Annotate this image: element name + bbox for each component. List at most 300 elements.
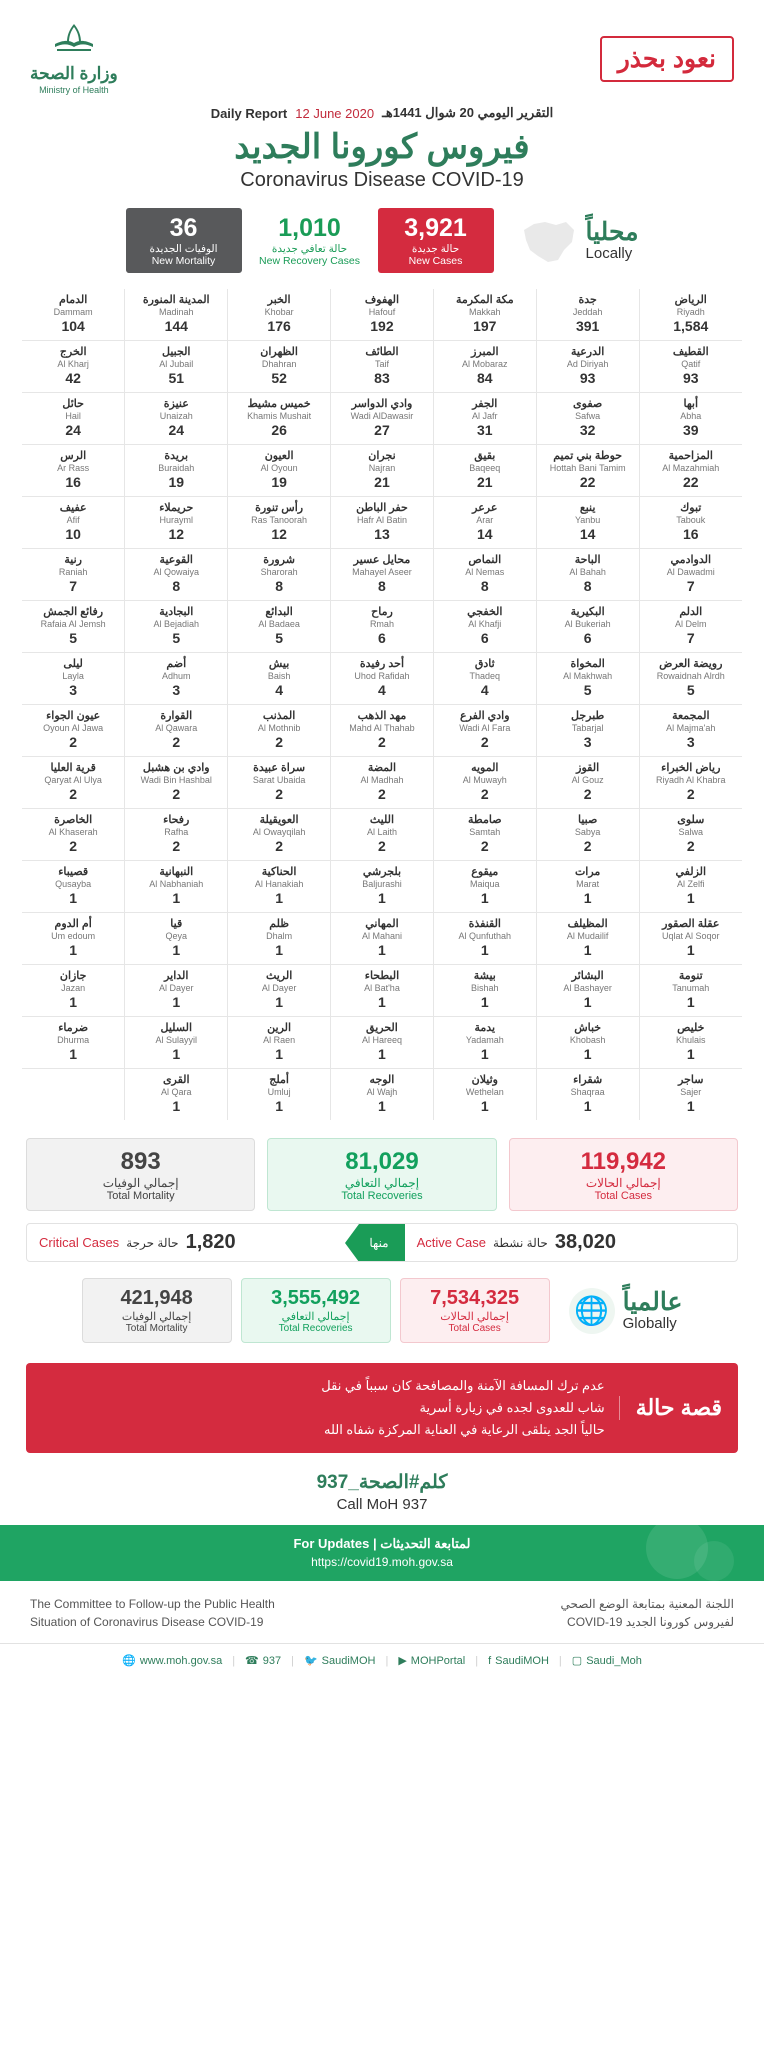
region-case-count: 6 bbox=[480, 630, 489, 647]
region-name-ar: ينبع bbox=[579, 502, 596, 515]
table-row bbox=[22, 393, 742, 445]
region-name-en: Rafha bbox=[164, 826, 189, 837]
region-name-en: Al Nabhaniah bbox=[149, 878, 204, 889]
region-name-ar: رفائع الجمش bbox=[43, 606, 104, 619]
region-name-en: Dammam bbox=[53, 306, 93, 317]
region-name-ar: أم الدوم bbox=[54, 918, 92, 931]
region-name-en: Al Mobaraz bbox=[462, 358, 508, 369]
region-cell bbox=[22, 393, 125, 445]
region-case-count: 1 bbox=[172, 1098, 181, 1114]
global-cases-label-en: Total Cases bbox=[448, 1323, 501, 1334]
region-case-count: 5 bbox=[686, 682, 695, 699]
region-cell bbox=[22, 601, 125, 653]
region-case-count: 4 bbox=[378, 682, 386, 699]
region-name-ar: محايل عسير bbox=[353, 554, 411, 567]
region-cell bbox=[125, 601, 228, 653]
region-name-ar: المضة bbox=[367, 762, 397, 775]
region-name-ar: المزاحمية bbox=[668, 450, 713, 463]
region-cell bbox=[536, 1069, 639, 1120]
region-name-en: Buraidah bbox=[158, 462, 195, 473]
region-case-count: 1 bbox=[275, 1098, 283, 1114]
footer-instagram[interactable] bbox=[572, 1654, 642, 1667]
region-case-count: 3 bbox=[686, 734, 695, 751]
region-name-en: Wadi AlDawasir bbox=[350, 410, 414, 421]
region-name-ar: نجران bbox=[368, 450, 396, 463]
footer-separator-1: | bbox=[232, 1654, 236, 1667]
region-case-count: 1,584 bbox=[673, 318, 709, 335]
new-recovery-box bbox=[252, 208, 368, 273]
region-cell bbox=[22, 705, 125, 757]
region-case-count: 1 bbox=[172, 994, 181, 1011]
region-cell bbox=[331, 1069, 434, 1120]
region-name-ar: المظيلف bbox=[567, 918, 608, 931]
region-name-en: Ad Diriyah bbox=[566, 358, 609, 369]
region-case-count: 2 bbox=[583, 786, 592, 803]
region-name-ar: المخواة bbox=[570, 658, 605, 671]
footer-twitter[interactable] bbox=[304, 1654, 376, 1667]
region-case-count: 1 bbox=[69, 1046, 78, 1063]
region-name-ar: الزلفي bbox=[675, 866, 707, 879]
region-cell bbox=[331, 601, 434, 653]
footer-facebook-label: SaudiMOH bbox=[495, 1654, 549, 1667]
region-name-ar: الطائف bbox=[365, 346, 399, 359]
region-case-count: 1 bbox=[275, 994, 283, 1011]
region-case-count: 1 bbox=[378, 1046, 386, 1063]
region-cell bbox=[125, 549, 228, 601]
region-cell bbox=[22, 549, 125, 601]
region-name-en: Sarat Ubaida bbox=[252, 774, 306, 785]
region-name-en: Rowaidnah Alrdh bbox=[656, 670, 725, 681]
critical-cases-label-en: Critical Cases bbox=[39, 1235, 120, 1250]
region-name-ar: ساجر bbox=[678, 1074, 704, 1087]
region-name-en: Maiqua bbox=[470, 878, 500, 889]
region-name-en: Madinah bbox=[159, 306, 194, 317]
region-cell bbox=[433, 1069, 536, 1120]
region-name-en: Um edoum bbox=[51, 930, 96, 941]
region-case-count: 2 bbox=[172, 838, 181, 855]
region-name-en: Hafr Al Batin bbox=[356, 514, 407, 525]
region-cell bbox=[331, 653, 434, 705]
region-name-ar: النبهانية bbox=[159, 866, 194, 879]
region-case-count: 1 bbox=[275, 1046, 283, 1063]
region-name-ar: بلجرشي bbox=[362, 866, 402, 879]
decorative-circle-small bbox=[694, 1541, 734, 1581]
footer-separator-3: | bbox=[385, 1654, 389, 1667]
region-case-count: 2 bbox=[69, 786, 78, 803]
region-name-ar: البجادية bbox=[159, 606, 194, 619]
region-name-ar: الباحة bbox=[574, 554, 601, 567]
call-moh-label-en: Call MoH 937 bbox=[336, 1496, 428, 1514]
region-cell bbox=[22, 653, 125, 705]
region-cell bbox=[536, 653, 639, 705]
region-name-en: Qatif bbox=[681, 358, 701, 369]
region-name-ar: الظهران bbox=[260, 346, 298, 359]
new-cases-label-en: New Cases bbox=[408, 255, 463, 268]
region-cell bbox=[22, 341, 125, 393]
region-name-ar: المويه bbox=[471, 762, 499, 775]
region-case-count: 7 bbox=[686, 630, 695, 647]
region-cell bbox=[433, 913, 536, 965]
region-name-ar: القطيف bbox=[672, 346, 709, 359]
region-name-en: Al Khafji bbox=[468, 618, 502, 629]
region-case-count: 2 bbox=[69, 838, 78, 855]
region-name-ar: بقيق bbox=[474, 450, 496, 463]
region-name-ar: وادي الدواسر bbox=[351, 398, 413, 411]
region-name-ar: قصيباء bbox=[58, 866, 89, 879]
region-name-ar: رفحاء bbox=[163, 814, 190, 827]
region-cell bbox=[331, 705, 434, 757]
region-name-ar: مهد الذهب bbox=[357, 710, 407, 723]
region-name-en: Al Zelfi bbox=[677, 878, 705, 889]
active-cases-group bbox=[405, 1224, 737, 1261]
region-name-ar: البشائر bbox=[571, 970, 604, 983]
region-name-en: Al Bashayer bbox=[563, 982, 612, 993]
region-cell bbox=[639, 341, 742, 393]
region-name-en: Dhahran bbox=[261, 358, 297, 369]
table-row bbox=[22, 1017, 742, 1069]
case-story-line2: شاب للعدوى لجده في زيارة أسرية bbox=[419, 1400, 605, 1416]
region-name-ar: جازان bbox=[59, 970, 87, 983]
region-name-ar: رأس تنورة bbox=[255, 502, 304, 515]
region-cell bbox=[228, 341, 331, 393]
region-name-en: Unaizah bbox=[159, 410, 193, 421]
updates-url-link[interactable]: https://covid19.moh.gov.sa bbox=[311, 1555, 453, 1570]
region-name-ar: وادي الفرع bbox=[460, 710, 510, 723]
region-cell bbox=[639, 393, 742, 445]
updates-label-en: For Updates bbox=[293, 1536, 370, 1552]
region-name-en: Sabya bbox=[574, 826, 601, 837]
footer-website[interactable] bbox=[122, 1654, 222, 1667]
region-name-ar: بيشة bbox=[473, 970, 496, 983]
region-name-ar: سراة عبيدة bbox=[253, 762, 306, 775]
footer-links bbox=[0, 1644, 764, 1683]
region-name-ar: عفيف bbox=[59, 502, 87, 515]
moh-logo bbox=[30, 22, 118, 95]
region-cell-empty bbox=[22, 1069, 125, 1120]
region-case-count: 1 bbox=[69, 994, 78, 1011]
footer-portal-label: MOHPortal bbox=[410, 1654, 466, 1667]
region-case-count: 6 bbox=[378, 630, 386, 647]
new-cases-box bbox=[378, 208, 494, 273]
region-case-count: 5 bbox=[172, 630, 181, 647]
total-recoveries-label-en: Total Recoveries bbox=[341, 1190, 423, 1202]
footer-facebook[interactable] bbox=[488, 1655, 549, 1667]
region-name-ar: عنيزة bbox=[163, 398, 189, 411]
region-case-count: 1 bbox=[686, 890, 695, 907]
table-row bbox=[22, 1069, 742, 1120]
region-cell bbox=[639, 1017, 742, 1069]
region-name-ar: حريملاء bbox=[159, 502, 194, 515]
region-name-en: Mahd Al Thahab bbox=[349, 722, 415, 733]
new-recovery-value: 1,010 bbox=[278, 214, 341, 242]
global-cases-box bbox=[400, 1278, 550, 1343]
region-name-en: Jeddah bbox=[572, 306, 603, 317]
active-cases-label-ar: حالة نشطة bbox=[493, 1235, 548, 1250]
region-case-count: 176 bbox=[267, 318, 291, 335]
region-name-en: Khobash bbox=[569, 1034, 606, 1045]
region-cell bbox=[331, 393, 434, 445]
facebook-icon: f bbox=[488, 1654, 492, 1667]
region-cell bbox=[228, 705, 331, 757]
region-name-en: Al Wajh bbox=[366, 1086, 398, 1097]
region-cell bbox=[22, 861, 125, 913]
region-cell bbox=[22, 289, 125, 340]
region-name-ar: الدرعية bbox=[571, 346, 605, 359]
total-recoveries-label-ar: إجمالي التعافي bbox=[344, 1176, 420, 1190]
region-case-count: 104 bbox=[61, 318, 85, 335]
footer-phone[interactable] bbox=[245, 1654, 281, 1667]
region-name-ar: جدة bbox=[578, 294, 597, 307]
region-case-count: 144 bbox=[164, 318, 188, 335]
region-name-ar: ضرماء bbox=[58, 1022, 89, 1035]
region-name-en: Wethelan bbox=[465, 1086, 504, 1097]
globe-small-icon: 🌐 bbox=[122, 1655, 136, 1668]
footer-portal[interactable] bbox=[398, 1654, 465, 1667]
region-name-ar: صفوى bbox=[573, 398, 603, 411]
region-name-en: Al Dayer bbox=[159, 982, 194, 993]
table-row bbox=[22, 913, 742, 965]
region-cell bbox=[125, 653, 228, 705]
region-name-en: Yanbu bbox=[574, 514, 601, 525]
table-row bbox=[22, 705, 742, 757]
region-name-en: Wadi Bin Hashbal bbox=[140, 774, 212, 785]
twitter-icon: 🐦 bbox=[303, 1655, 318, 1668]
region-cell bbox=[22, 497, 125, 549]
region-cell bbox=[536, 1017, 639, 1069]
region-name-ar: الخرج bbox=[59, 346, 87, 359]
region-name-en: Riyadh bbox=[676, 306, 705, 317]
total-mortality-box bbox=[26, 1138, 255, 1211]
table-row bbox=[22, 549, 742, 601]
region-name-en: Oyoun Al Jawa bbox=[43, 722, 104, 733]
region-cell bbox=[536, 341, 639, 393]
region-name-en: Hail bbox=[65, 410, 81, 421]
case-story-line1: عدم ترك المسافة الآمنة والمصافحة كان سبباً في نقل bbox=[321, 1378, 605, 1393]
region-name-en: Al Oyoun bbox=[260, 462, 298, 473]
region-name-en: Mahayel Aseer bbox=[352, 566, 412, 577]
region-name-ar: البطحاء bbox=[364, 970, 400, 983]
total-cases-label-en: Total Cases bbox=[594, 1190, 653, 1202]
region-cell bbox=[22, 445, 125, 497]
region-name-en: Al Madhah bbox=[360, 774, 404, 785]
region-case-count: 42 bbox=[65, 370, 81, 387]
region-case-count: 16 bbox=[682, 526, 699, 543]
table-row bbox=[22, 653, 742, 705]
committee-ar-line2: لفيروس كورونا الجديد COVID-19 bbox=[567, 1615, 734, 1630]
region-name-en: Hottah Bani Tamim bbox=[549, 462, 626, 473]
region-name-en: Al Nemas bbox=[465, 566, 505, 577]
region-name-ar: الوجه bbox=[369, 1074, 395, 1087]
region-name-ar: الرياض bbox=[674, 294, 707, 307]
region-case-count: 2 bbox=[378, 838, 386, 855]
region-name-ar: المذنب bbox=[262, 710, 296, 723]
region-cell bbox=[22, 965, 125, 1017]
region-cell bbox=[433, 757, 536, 809]
region-case-count: 2 bbox=[275, 786, 283, 803]
region-case-count: 1 bbox=[480, 994, 489, 1011]
region-name-en: Yadamah bbox=[465, 1034, 504, 1045]
region-cell bbox=[433, 861, 536, 913]
region-case-count: 51 bbox=[168, 370, 185, 387]
region-case-count: 2 bbox=[172, 734, 181, 751]
region-name-ar: الجبيل bbox=[162, 346, 191, 359]
region-case-count: 1 bbox=[378, 942, 386, 959]
globe-icon: 🌐 bbox=[569, 1288, 615, 1334]
region-cell bbox=[125, 1069, 228, 1120]
region-cell bbox=[228, 757, 331, 809]
region-case-count: 52 bbox=[271, 370, 287, 387]
region-case-count: 8 bbox=[172, 578, 181, 595]
region-name-ar: الحريق bbox=[366, 1022, 398, 1035]
call-moh-label-ar: كلم#الصحة_937 bbox=[316, 1472, 448, 1494]
active-cases-value: 38,020 bbox=[554, 1231, 616, 1253]
region-name-en: Al Bahah bbox=[569, 566, 606, 577]
region-cell bbox=[331, 913, 434, 965]
region-case-count: 2 bbox=[172, 786, 181, 803]
region-case-count: 1 bbox=[69, 942, 78, 959]
table-row bbox=[22, 861, 742, 913]
global-recoveries-box bbox=[241, 1278, 391, 1343]
region-case-count: 14 bbox=[579, 526, 596, 543]
region-cell bbox=[433, 393, 536, 445]
region-name-ar: الهفوف bbox=[364, 294, 400, 307]
region-name-ar: يدمة bbox=[474, 1022, 496, 1035]
total-recoveries-value: 81,029 bbox=[345, 1148, 419, 1175]
region-name-ar: ليلى bbox=[63, 658, 83, 671]
region-name-en: Al Muwayh bbox=[462, 774, 507, 785]
moh-logo-label-ar: وزارة الصحة bbox=[30, 64, 118, 83]
global-cases-label-ar: إجمالي الحالات bbox=[440, 1311, 509, 1323]
region-case-count: 2 bbox=[69, 734, 78, 751]
region-cell bbox=[228, 601, 331, 653]
youtube-icon: ▶ bbox=[398, 1655, 407, 1668]
region-name-ar: شرورة bbox=[263, 554, 295, 567]
region-name-ar: البدائع bbox=[265, 606, 293, 619]
region-name-ar: تبوك bbox=[680, 502, 702, 515]
region-case-count: 16 bbox=[65, 474, 81, 491]
region-name-en: Adhum bbox=[162, 670, 191, 681]
region-name-en: Makkah bbox=[469, 306, 501, 317]
region-name-ar: عرعر bbox=[472, 502, 498, 515]
region-name-ar: أملج bbox=[269, 1074, 289, 1087]
region-cell bbox=[536, 289, 639, 340]
region-case-count: 21 bbox=[374, 474, 390, 491]
region-name-en: Sajer bbox=[680, 1086, 702, 1097]
region-cell bbox=[536, 809, 639, 861]
region-case-count: 197 bbox=[473, 318, 497, 335]
report-header bbox=[0, 0, 764, 101]
region-name-en: Al Majma'ah bbox=[666, 722, 716, 733]
region-cell bbox=[536, 393, 639, 445]
global-mortality-label-ar: إجمالي الوفيات bbox=[121, 1311, 192, 1323]
region-cell bbox=[331, 341, 434, 393]
region-name-en: Al Gouz bbox=[571, 774, 604, 785]
region-case-count: 8 bbox=[378, 578, 386, 595]
region-name-en: Dhalm bbox=[266, 930, 293, 941]
region-name-en: Shaqraa bbox=[570, 1086, 605, 1097]
region-case-count: 24 bbox=[168, 422, 185, 439]
region-cell bbox=[433, 497, 536, 549]
region-cell bbox=[228, 445, 331, 497]
total-recoveries-box bbox=[267, 1138, 496, 1211]
new-mortality-label-en: New Mortality bbox=[151, 255, 216, 268]
region-name-ar: أحد رفيدة bbox=[359, 658, 405, 671]
region-name-en: Dhurma bbox=[57, 1034, 90, 1045]
region-case-count: 1 bbox=[686, 942, 695, 959]
new-recovery-label-en: New Recovery Cases bbox=[259, 255, 360, 268]
region-name-en: Baish bbox=[267, 670, 291, 681]
region-cell bbox=[536, 913, 639, 965]
region-name-en: Al Jafr bbox=[472, 410, 498, 421]
region-case-count: 21 bbox=[477, 474, 493, 491]
region-case-count: 24 bbox=[65, 422, 81, 439]
region-name-en: Al Khaserah bbox=[48, 826, 98, 837]
region-name-ar: الخبر bbox=[267, 294, 291, 307]
region-cell bbox=[22, 1017, 125, 1069]
region-case-count: 2 bbox=[480, 786, 489, 803]
region-name-en: Samtah bbox=[469, 826, 501, 837]
region-name-ar: الداير bbox=[164, 970, 189, 983]
region-name-en: Al Qowaiya bbox=[153, 566, 200, 577]
region-case-count: 2 bbox=[686, 838, 695, 855]
region-cell bbox=[433, 653, 536, 705]
region-name-en: Al Qawara bbox=[155, 722, 198, 733]
table-row bbox=[22, 757, 742, 809]
region-cell bbox=[228, 497, 331, 549]
region-case-count: 1 bbox=[583, 994, 592, 1011]
region-name-en: Baljurashi bbox=[362, 878, 402, 889]
locally-label-en: Locally bbox=[585, 244, 633, 262]
moh-logo-label-en: Ministry of Health bbox=[39, 85, 109, 95]
region-cell bbox=[433, 289, 536, 340]
region-name-ar: القرى bbox=[162, 1074, 190, 1087]
region-name-ar: رياض الخبراء bbox=[661, 762, 721, 775]
region-name-ar: الليث bbox=[369, 814, 395, 827]
critical-cases-group bbox=[27, 1224, 359, 1261]
region-name-en: Al Owayqilah bbox=[252, 826, 306, 837]
region-name-ar: الخفجي bbox=[467, 606, 503, 619]
report-date-line bbox=[0, 101, 764, 123]
global-mortality-value: 421,948 bbox=[120, 1287, 193, 1309]
region-name-ar: الدوادمي bbox=[670, 554, 712, 567]
region-cell bbox=[125, 289, 228, 340]
region-cell bbox=[433, 1017, 536, 1069]
table-row bbox=[22, 289, 742, 340]
region-name-en: Qaryat Al Ulya bbox=[44, 774, 102, 785]
region-cell bbox=[228, 861, 331, 913]
table-row bbox=[22, 601, 742, 653]
report-date-en: Daily Report bbox=[210, 105, 288, 121]
critical-cases-value: 1,820 bbox=[185, 1231, 236, 1253]
region-name-en: Wadi Al Fara bbox=[459, 722, 511, 733]
region-case-count: 5 bbox=[69, 630, 78, 647]
region-cell bbox=[639, 965, 742, 1017]
region-name-en: Layla bbox=[62, 670, 84, 681]
active-cases-label-en: Active Case bbox=[416, 1235, 486, 1250]
region-cell bbox=[125, 393, 228, 445]
region-case-count: 19 bbox=[271, 474, 287, 491]
locally-summary bbox=[0, 192, 764, 283]
palm-swords-icon bbox=[47, 22, 101, 62]
global-mortality-label-en: Total Mortality bbox=[125, 1323, 188, 1334]
region-name-ar: ميقوع bbox=[471, 866, 499, 879]
region-case-count: 1 bbox=[480, 1098, 489, 1114]
region-case-count: 1 bbox=[275, 942, 283, 959]
region-case-count: 1 bbox=[480, 890, 489, 907]
region-name-en: Rmah bbox=[369, 618, 394, 629]
region-name-en: Khamis Mushait bbox=[247, 410, 312, 421]
region-case-count: 1 bbox=[378, 890, 386, 907]
